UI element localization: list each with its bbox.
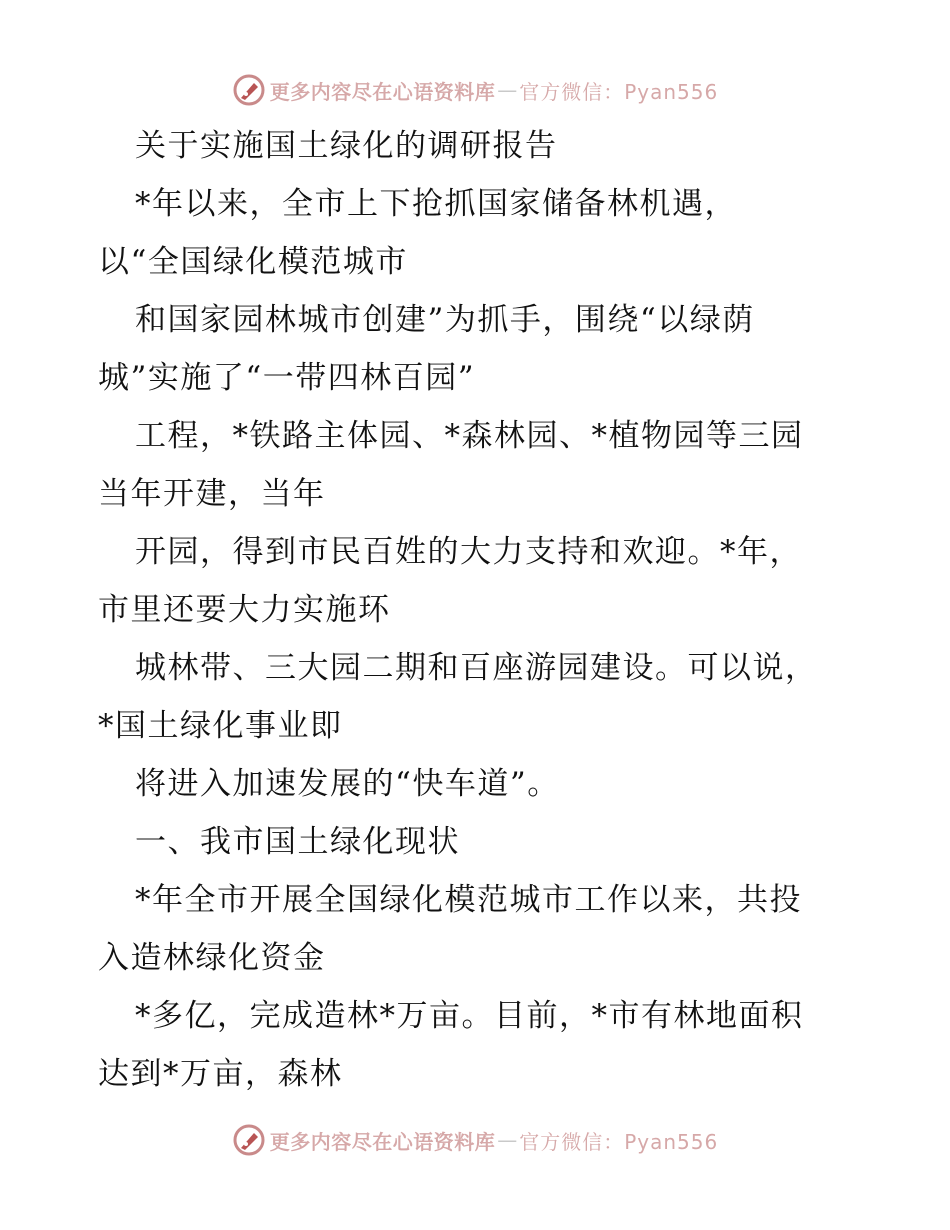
paragraph-line: 以“全国绿化模范城市	[98, 244, 408, 280]
paragraph-line: 开园，得到市民百姓的大力支持和欢迎。*年，	[135, 534, 802, 570]
footer-watermark	[0, 1120, 950, 1160]
paragraph-line: *年以来，全市上下抢抓国家储备林机遇，	[135, 186, 737, 222]
section-heading: 一、我市国土绿化现状	[135, 824, 460, 860]
paragraph-line: 入造林绿化资金	[98, 940, 326, 976]
watermark-contact: 官方微信：Pyan556	[519, 79, 719, 104]
paragraph-line: *多亿，完成造林*万亩。目前，*市有林地面积	[135, 998, 804, 1034]
paragraph-line: 将进入加速发展的“快车道”。	[135, 766, 560, 802]
header-watermark	[0, 70, 950, 110]
watermark-brand: 更多内容尽在心语资料库	[269, 1129, 496, 1154]
paragraph-line: *国土绿化事业即	[98, 708, 343, 744]
watermark-separator: —	[497, 1128, 518, 1152]
document-title: 关于实施国土绿化的调研报告	[135, 128, 558, 164]
paragraph-line: 当年开建，当年	[98, 476, 326, 512]
watermark-brand: 更多内容尽在心语资料库	[269, 79, 496, 104]
paragraph-line: 城林带、三大园二期和百座游园建设。可以说，	[135, 650, 818, 686]
paragraph-line: 市里还要大力实施环	[98, 592, 391, 628]
paragraph-line: *年全市开展全国绿化模范城市工作以来，共投	[135, 882, 802, 918]
paragraph-line: 工程，*铁路主体园、*森林园、*植物园等三园	[135, 418, 804, 454]
paragraph-line: 达到*万亩，森林	[98, 1056, 343, 1092]
watermark-separator: —	[497, 78, 518, 102]
pen-nib-in-circle-icon	[232, 1123, 266, 1157]
pen-nib-in-circle-icon	[232, 73, 266, 107]
paragraph-line: 和国家园林城市创建”为抓手，围绕“以绿荫	[135, 302, 755, 338]
paragraph-line: 城”实施了“一带四林百园”	[98, 360, 476, 396]
watermark-contact: 官方微信：Pyan556	[519, 1129, 719, 1154]
